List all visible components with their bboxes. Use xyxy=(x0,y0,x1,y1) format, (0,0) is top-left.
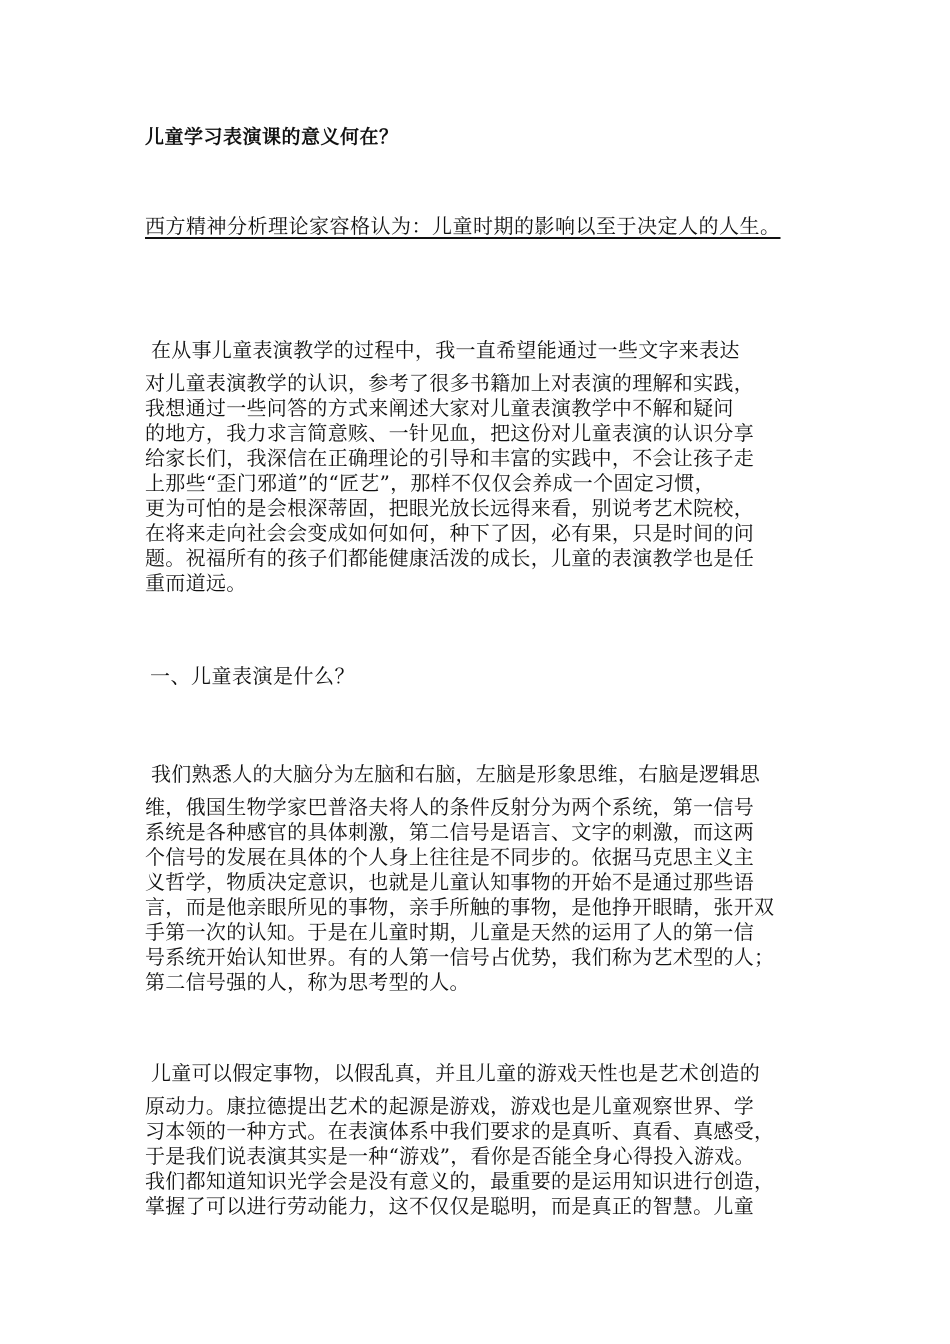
paragraph-line: 我们熟悉人的大脑分为左脑和右脑，左脑是形象思维，右脑是逻辑思 xyxy=(151,762,760,786)
paragraph-line: 手第一次的认知。于是在儿童时期，儿童是天然的运用了人的第一信 xyxy=(145,920,754,944)
game-paragraph xyxy=(145,1056,810,1219)
paragraph-line: 的地方，我力求言简意赅、一针见血，把这份对儿童表演的认识分享 xyxy=(145,421,754,445)
document-title: 儿童学习表演课的意义何在？ xyxy=(145,126,399,148)
paragraph-line: 我想通过一些问答的方式来阐述大家对儿童表演教学中不解和疑问 xyxy=(145,396,734,420)
paragraph-line: 儿童可以假定事物，以假乱真，并且儿童的游戏天性也是艺术创造的 xyxy=(151,1061,760,1085)
paragraph-line: 维，俄国生物学家巴普洛夫将人的条件反射分为两个系统，第一信号 xyxy=(145,795,754,819)
paragraph-line: 给家长们，我深信在正确理论的引导和丰富的实践中，不会让孩子走 xyxy=(145,446,754,470)
paragraph-line: 在将来走向社会会变成如何如何，种下了因，必有果，只是时间的问 xyxy=(145,521,754,545)
paragraph-line: 第二信号强的人，称为思考型的人。 xyxy=(145,970,470,994)
quote-paragraph: 西方精神分析理论家容格认为：儿童时期的影响以至于决定人的人生。 xyxy=(145,214,781,238)
paragraph-line: 原动力。康拉德提出艺术的起源是游戏，游戏也是儿童观察世界、学 xyxy=(145,1094,754,1118)
paragraph-line: 义哲学，物质决定意识，也就是儿童认知事物的开始不是通过那些语 xyxy=(145,870,754,894)
brain-paragraph xyxy=(145,757,810,995)
intro-paragraph xyxy=(145,333,810,596)
paragraph-line: 题。祝福所有的孩子们都能健康活泼的成长，儿童的表演教学也是任 xyxy=(145,546,754,570)
paragraph-line: 系统是各种感官的具体刺激，第二信号是语言、文字的刺激，而这两 xyxy=(145,820,754,844)
section-heading: 一、儿童表演是什么？ xyxy=(150,664,355,688)
paragraph-line: 号系统开始认知世界。有的人第一信号占优势，我们称为艺术型的人； xyxy=(145,945,775,969)
paragraph-line: 掌握了可以进行劳动能力，这不仅仅是聪明，而是真正的智慧。儿童 xyxy=(145,1194,754,1218)
paragraph-line: 对儿童表演教学的认识，参考了很多书籍加上对表演的理解和实践， xyxy=(145,371,754,395)
paragraph-line: 更为可怕的是会根深蒂固，把眼光放长远得来看，别说考艺术院校， xyxy=(145,496,754,520)
paragraph-line: 于是我们说表演其实是一种“游戏”，看你是否能全身心得投入游戏。 xyxy=(145,1144,755,1168)
paragraph-line: 重而道远。 xyxy=(145,571,247,595)
paragraph-line: 个信号的发展在具体的个人身上往往是不同步的。依据马克思主义主 xyxy=(145,845,754,869)
paragraph-line: 习本领的一种方式。在表演体系中我们要求的是真听、真看、真感受， xyxy=(145,1119,775,1143)
paragraph-line: 我们都知道知识光学会是没有意义的，最重要的是运用知识进行创造， xyxy=(145,1169,775,1193)
paragraph-line: 在从事儿童表演教学的过程中，我一直希望能通过一些文字来表达 xyxy=(151,338,740,362)
paragraph-line: 上那些“歪门邪道”的“匠艺”，那样不仅仅会养成一个固定习惯， xyxy=(145,471,715,495)
paragraph-line: 言，而是他亲眼所见的事物，亲手所触的事物，是他挣开眼睛，张开双 xyxy=(145,895,775,919)
